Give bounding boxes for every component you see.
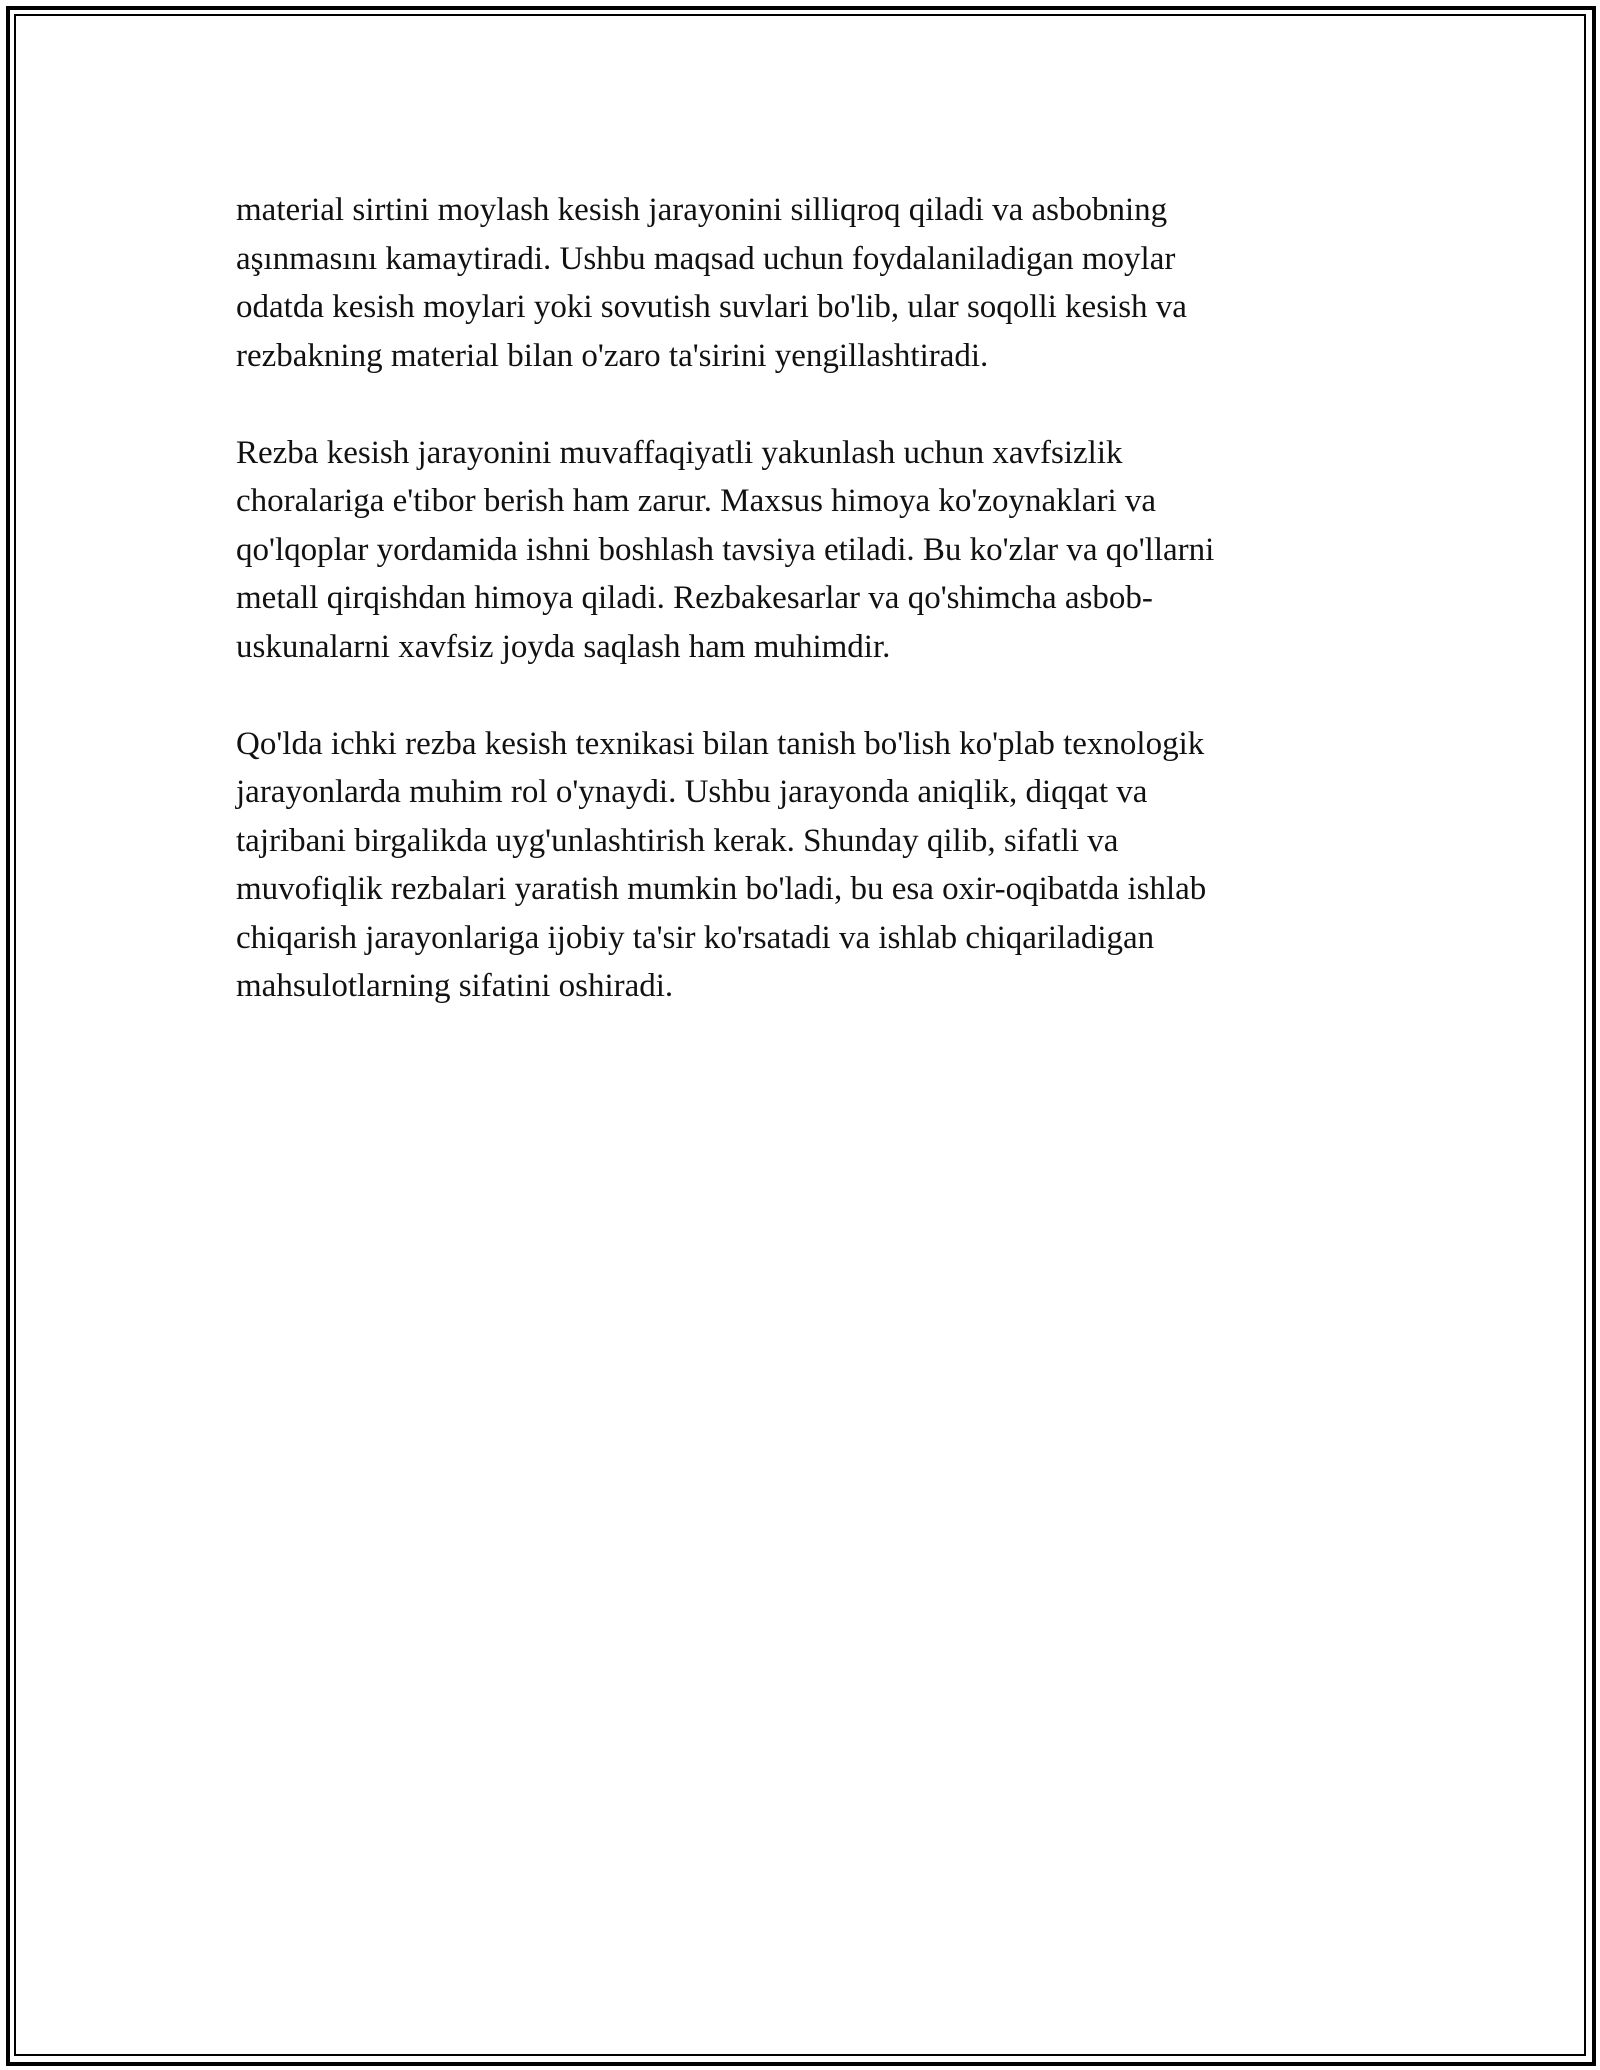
paragraph-lubrication: material sirtini moylash kesish jarayonini silliqroq qiladi va asbobning aşınmasını kamaytiradi. Ushbu maqsad uchun foydalaniladigan moylar odatda kesish moylari yoki sovutish suvlari bo'lib, ular soqolli kesish va rezbakning material bilan o'zaro ta'sirini yengillashtiradi. — [236, 192, 1187, 374]
document-body — [236, 186, 1356, 1059]
paragraph-conclusion: Qo'lda ichki rezba kesish texnikasi bilan tanish bo'lish ko'plab texnologik jarayonlarda muhim rol o'ynaydi. Ushbu jarayonda aniqlik, diqqat va tajribani birgalikda uyg'unlashtirish kerak. Shunday qilib, sifatli va muvofiqlik rezbalari yaratish mumkin bo'ladi, bu esa oxir-oqibatda ishlab chiqarish jarayonlariga ijobiy ta'sir ko'rsatadi va ishlab chiqariladigan mahsulotlarning sifatini oshiradi. — [236, 725, 1207, 1004]
paragraph-safety: Rezba kesish jarayonini muvaffaqiyatli yakunlash uchun xavfsizlik choralariga e'tibor berish ham zarur. Maxsus himoya ko'zoynaklari va qo'lqoplar yordamida ishni boshlash tavsiya etiladi. Bu ko'zlar va qo'llarni metall qirqishdan himoya qiladi. Rezbakesarlar va qo'shimcha asbob- uskunalarni xavfsiz joyda saqlash ham muhimdir. — [236, 434, 1215, 665]
